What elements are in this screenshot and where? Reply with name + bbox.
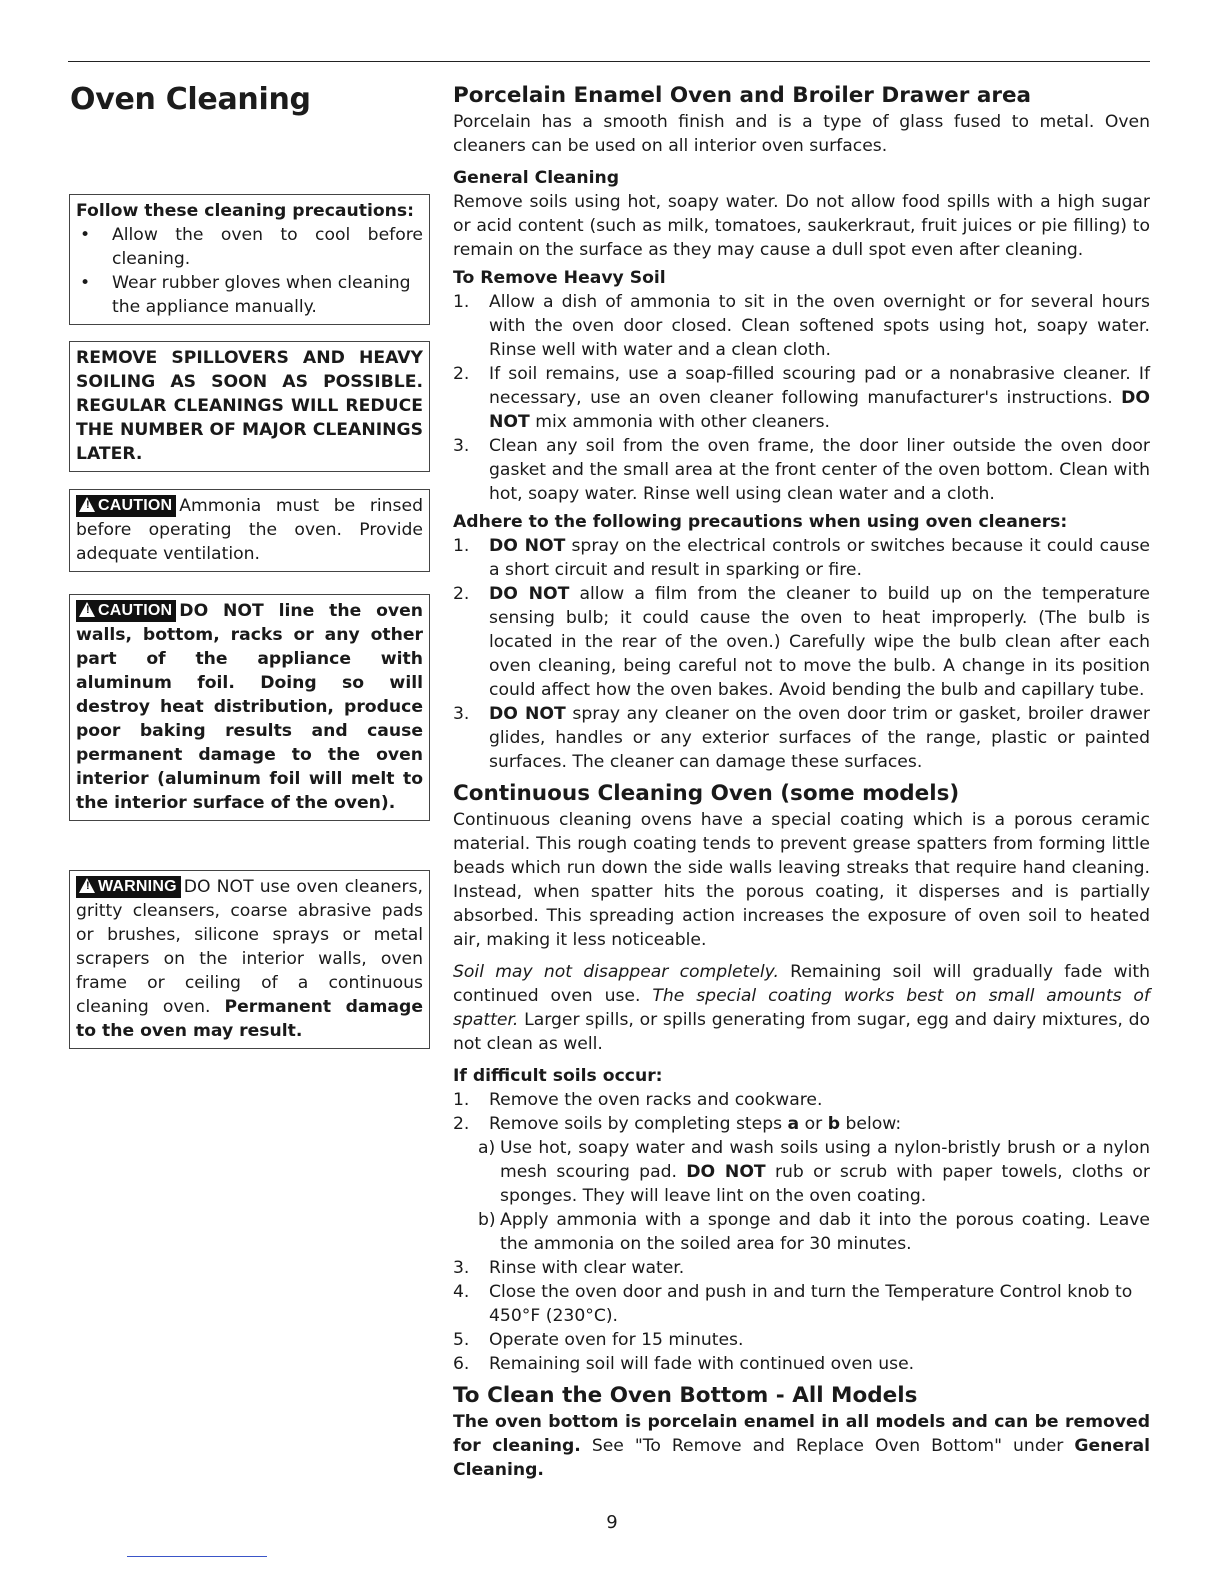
adhere-heading: Adhere to the following precautions when using oven cleaners: [453,512,1068,532]
porcelain-intro: Porcelain has a smooth finish and is a type of glass fused to metal. Oven cleaners can be used on all interior oven surfaces. [453,112,1150,156]
list-item: 2. DO NOT allow a film from the cleaner to build up on the temperature sensing bulb; it could cause the oven to heat improperly. (The bulb is located in the rear of the oven.) Carefully wipe the bulb clean after each oven cleaning, being careful not to move the bulb. A change in its position could affect how the oven bakes. Avoid bending the bulb and capillary tube. [453,584,1150,700]
warning-triangle-icon: ! [79,602,95,617]
list-item: 3. Rinse with clear water. [453,1258,685,1278]
warning-text: ! WARNING DO NOT use oven cleaners, gritty cleansers, coarse abrasive pads or brushes, silicone sprays or metal scrapers on the interior walls, oven frame or ceiling of a continuous cleaning oven. Permanent damage to the oven may result. [76,877,423,1041]
list-item: • Wear rubber gloves when cleaning the appliance manually. [80,273,411,317]
list-item: 1. Remove the oven racks and cookware. [453,1090,823,1110]
general-cleaning-text: Remove soils using hot, soapy water. Do not allow food spills with a high sugar or acid content (such as milk, tomatoes, saukerkraut, fruit juices or pie filling) to remain on the surface as they may cause a dull spot even after cleaning. [453,192,1150,260]
list-item: 1. DO NOT spray on the electrical controls or switches because it could cause a short circuit and result in sparking or fire. [453,536,1150,580]
list-item: 2. Remove soils by completing steps a or b below: [453,1114,902,1134]
heavy-soil-heading: To Remove Heavy Soil [453,268,666,288]
difficult-soils-substeps [453,1136,1150,1256]
adhere-steps [453,534,1150,774]
precautions-heading: Follow these cleaning precautions: [76,201,414,221]
caution-badge: ! CAUTION [76,495,176,517]
heavy-soil-steps [453,290,1150,506]
list-item: 5. Operate oven for 15 minutes. [453,1330,744,1350]
list-item: • Allow the oven to cool before cleaning. [80,225,423,269]
caution-ammonia-text: ! CAUTION Ammonia must be rinsed before operating the oven. Provide adequate ventilation. [76,496,423,564]
section-heading-porcelain: Porcelain Enamel Oven and Broiler Drawer area [453,83,1032,108]
oven-bottom-text: The oven bottom is porcelain enamel in all models and can be removed for cleaning. See "To Remove and Replace Oven Bottom" under General Cleaning. [453,1412,1150,1480]
list-item: 4. Close the oven door and push in and turn the Temperature Control knob to 450°F (230°C). [453,1282,1133,1326]
warning-box [69,870,430,1049]
warning-triangle-icon: ! [79,497,95,512]
section-heading-oven-bottom: To Clean the Oven Bottom - All Models [453,1383,918,1408]
list-item: 2. If soil remains, use a soap-filled scouring pad or a nonabrasive cleaner. If necessary, use an oven cleaner following manufacturer's instructions. DO NOT mix ammonia with other cleaners. [453,364,1150,432]
list-item: 3. DO NOT spray any cleaner on the oven door trim or gasket, broiler drawer glides, handles or any exterior surfaces of the range, plastic or painted surfaces. The cleaner can damage these surfaces. [453,704,1150,772]
section-heading-continuous: Continuous Cleaning Oven (some models) [453,781,960,806]
difficult-soils-heading: If difficult soils occur: [453,1066,663,1086]
caution-ammonia-box [69,489,430,572]
footer-rule [127,1556,267,1557]
list-item: 6. Remaining soil will fade with continued oven use. [453,1354,915,1374]
continuous-intro: Continuous cleaning ovens have a special coating which is a porous ceramic material. This rough coating tends to prevent grease spatters from forming little beads which run down the side walls leaving streaks that require hand cleaning. Instead, when spatter hits the porous coating, it disperses and is partially absorbed. This spreading action increases the exposure of oven soil to heated air, making it less noticeable. [453,810,1150,950]
page-title: Oven Cleaning [70,82,311,117]
difficult-soils-steps [453,1088,1150,1136]
top-rule [68,61,1150,62]
list-item: b) Apply ammonia with a sponge and dab it into the porous coating. Leave the ammonia on the soiled area for 30 minutes. [478,1210,1150,1254]
precautions-list [76,223,423,319]
caution-badge: ! CAUTION [76,600,176,622]
main-column [453,82,1150,1482]
continuous-note: Soil may not disappear completely. Remaining soil will gradually fade with continued oven use. The special coating works best on small amounts of spatter. Larger spills, or spills generating from sugar, egg and dairy mixtures, do not clean as well. [453,962,1151,1054]
warning-badge: ! WARNING [76,876,181,898]
list-item: 3. Clean any soil from the oven frame, the door liner outside the oven door gasket and the small area at the front center of the oven bottom. Clean with hot, soapy water. Rinse well using clean water and a cloth. [453,436,1150,504]
difficult-soils-steps-continued [453,1256,1150,1376]
page-number: 9 [606,1512,618,1533]
general-cleaning-heading: General Cleaning [453,168,620,188]
caution-foil-text: ! CAUTION DO NOT line the oven walls, bottom, racks or any other part of the appliance with aluminum foil. Doing so will destroy heat distribution, produce poor baking results and cause permanent damage to the oven interior (aluminum foil will melt to the interior surface of the oven). [76,601,423,813]
warning-triangle-icon: ! [79,878,95,893]
remove-spillovers-box [69,341,430,472]
precautions-box [69,194,430,325]
list-item: 1. Allow a dish of ammonia to sit in the oven overnight or for several hours with the oven door closed. Clean softened spots using hot, soapy water. Rinse well with water and a clean cloth. [453,292,1150,360]
caution-foil-box [69,594,430,821]
remove-spillovers-text: REMOVE SPILLOVERS AND HEAVY SOILING AS SOON AS POSSIBLE. REGULAR CLEANINGS WILL REDUCE THE NUMBER OF MAJOR CLEANINGS LATER. [76,348,423,464]
list-item: a) Use hot, soapy water and wash soils using a nylon-bristly brush or a nylon mesh scouring pad. DO NOT rub or scrub with paper towels, cloths or sponges. They will leave lint on the oven coating. [478,1138,1150,1206]
